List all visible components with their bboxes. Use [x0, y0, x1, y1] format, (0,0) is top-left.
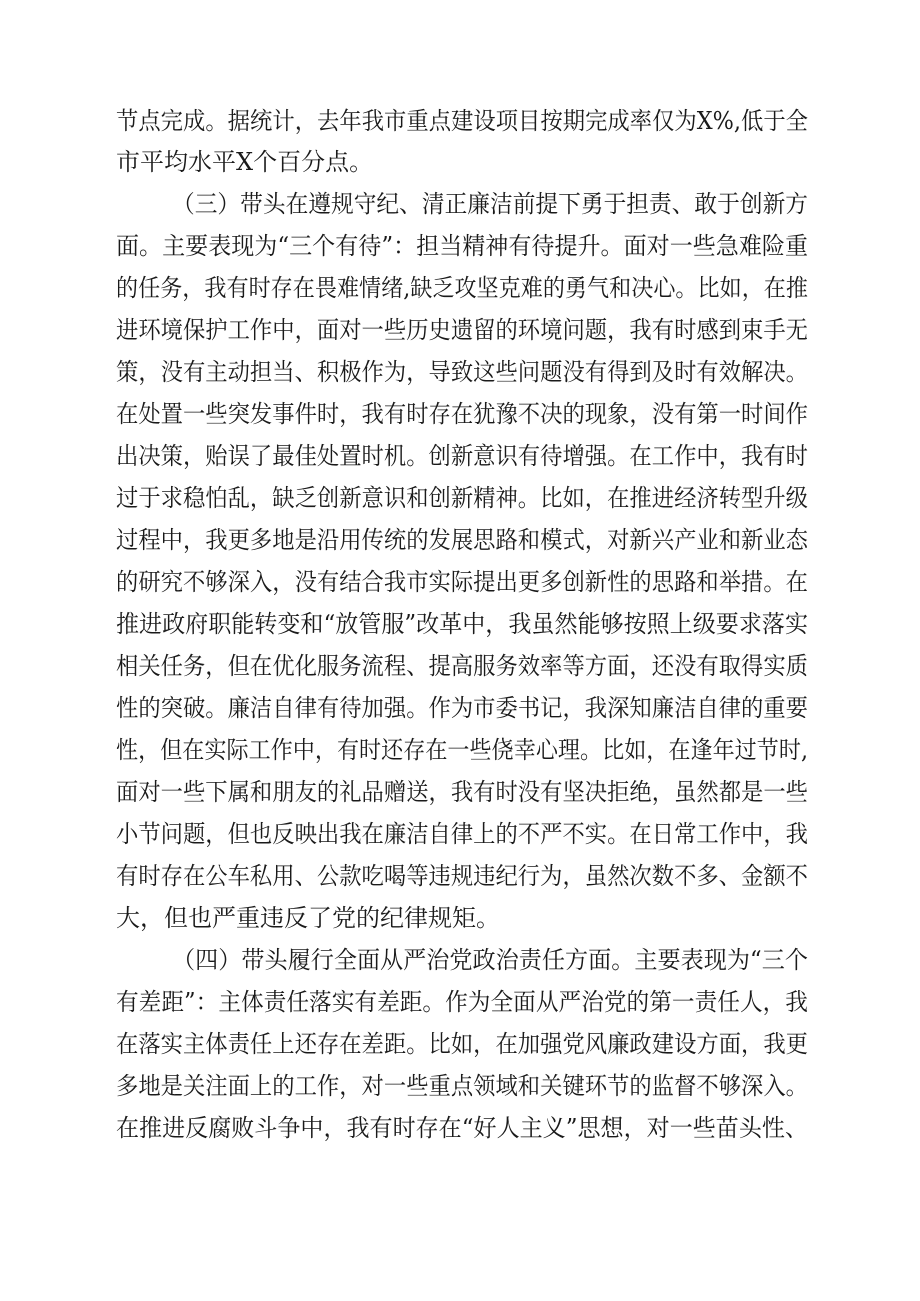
- text-line: [0, 980, 920, 1024]
- line-text: 性，但在实际工作中，有时还存在一些侥幸心理。比如，在逢年过节时,: [116, 736, 808, 764]
- line-text: 过于求稳怕乱，缺乏创新意识和创新精神。比如，在推进经济转型升级: [116, 484, 808, 512]
- line-text: 多地是关注面上的工作，对一些重点领域和关键环节的监督不够深入。: [116, 1072, 808, 1100]
- text-line: [0, 896, 920, 940]
- line-text: 节点完成。据统计，去年我市重点建设项目按期完成率仅为X%,低于全: [116, 107, 808, 135]
- line-text: 面。主要表现为“三个有待”：担当精神有待提升。面对一些急难险重: [116, 232, 808, 260]
- text-line: [0, 1106, 920, 1150]
- text-line: [0, 1022, 920, 1066]
- text-line: [0, 308, 920, 352]
- line-text: 在处置一些突发事件时，我有时存在犹豫不决的现象，没有第一时间作: [116, 400, 808, 428]
- line-text: 性的突破。廉洁自律有待加强。作为市委书记，我深知廉洁自律的重要: [116, 694, 808, 722]
- text-line: [0, 1064, 920, 1108]
- text-line: [0, 728, 920, 772]
- text-line: [0, 99, 920, 143]
- line-text: 进环境保护工作中，面对一些历史遗留的环境问题，我有时感到束手无: [116, 316, 808, 344]
- line-text: 策，没有主动担当、积极作为，导致这些问题没有得到及时有效解决。: [116, 358, 808, 386]
- line-text: 相关任务，但在优化服务流程、提高服务效率等方面，还没有取得实质: [116, 652, 808, 680]
- text-line: [0, 392, 920, 436]
- line-text: 的任务，我有时存在畏难情绪,缺乏攻坚克难的勇气和决心。比如，在推: [116, 274, 808, 302]
- text-line: [0, 686, 920, 730]
- text-line: [0, 812, 920, 856]
- line-text: 有差距”：主体责任落实有差距。作为全面从严治党的第一责任人，我: [116, 988, 808, 1016]
- paragraph-start-line: [0, 182, 920, 226]
- text-line: [0, 770, 920, 814]
- line-text: 在落实主体责任上还存在差距。比如，在加强党风廉政建设方面，我更: [116, 1030, 808, 1058]
- text-line: [0, 266, 920, 310]
- line-text: （三）带头在遵规守纪、清正廉洁前提下勇于担责、敢于创新方: [172, 190, 808, 218]
- paragraph-start-line: [0, 938, 920, 982]
- text-line: [0, 476, 920, 520]
- line-text: 在推进反腐败斗争中，我有时存在“好人主义”思想，对一些苗头性、: [116, 1114, 808, 1142]
- line-text: （四）带头履行全面从严治党政治责任方面。主要表现为“三个: [172, 946, 808, 974]
- text-line: [0, 560, 920, 604]
- line-text: 的研究不够深入，没有结合我市实际提出更多创新性的思路和举措。在: [116, 568, 808, 596]
- line-text: 小节问题，但也反映出我在廉洁自律上的不严不实。在日常工作中，我: [116, 820, 808, 848]
- line-text: 大，但也严重违反了党的纪律规矩。: [116, 904, 500, 932]
- text-line: [0, 854, 920, 898]
- line-text: 有时存在公车私用、公款吃喝等违规违纪行为，虽然次数不多、金额不: [116, 862, 808, 890]
- text-line: [0, 518, 920, 562]
- text-line: [0, 224, 920, 268]
- line-text: 出决策，贻误了最佳处置时机。创新意识有待增强。在工作中，我有时: [116, 442, 808, 470]
- line-text: 市平均水平X个百分点。: [116, 148, 374, 176]
- text-line: [0, 602, 920, 646]
- text-line: [0, 350, 920, 394]
- text-line: [0, 434, 920, 478]
- text-line: [0, 644, 920, 688]
- text-line: [0, 140, 920, 184]
- line-text: 过程中，我更多地是沿用传统的发展思路和模式，对新兴产业和新业态: [116, 526, 808, 554]
- line-text: 面对一些下属和朋友的礼品赠送，我有时没有坚决拒绝，虽然都是一些: [116, 778, 808, 806]
- line-text: 推进政府职能转变和“放管服”改革中，我虽然能够按照上级要求落实: [116, 610, 808, 638]
